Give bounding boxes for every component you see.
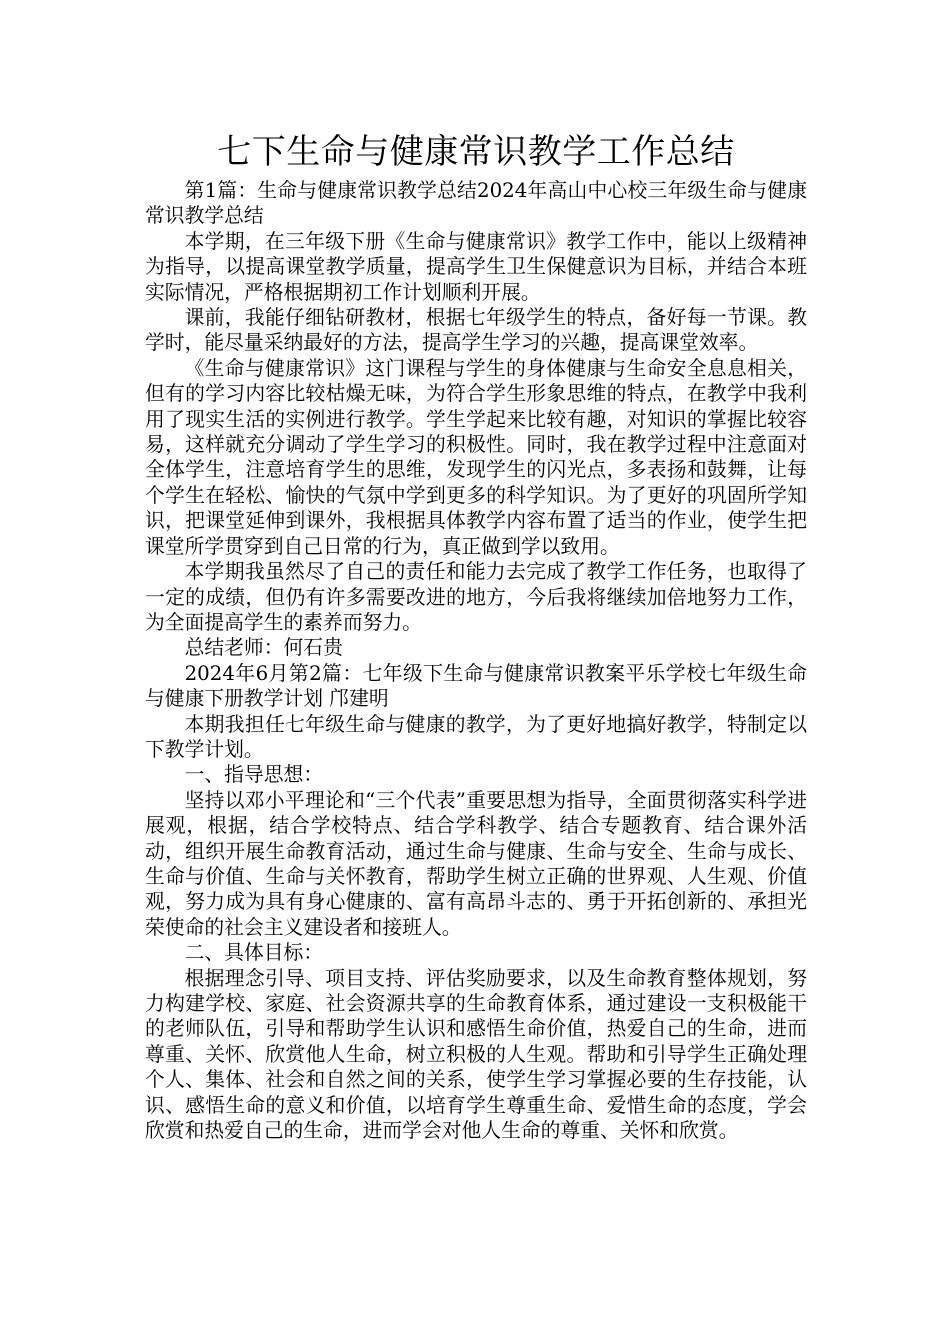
paragraph-intro: 本学期，在三年级下册《生命与健康常识》教学工作中，能以上级精神为指导，以提高课堂教学质量，提高学生卫生保健意识为目标，并结合本班实际情况，严格根据期初工作计划顺利开展。 — [145, 229, 807, 304]
paragraph-plan-intro: 本期我担任七年级生命与健康的教学，为了更好地搞好教学，特制定以下教学计划。 — [145, 712, 807, 761]
paragraph-part1-heading: 第1篇：生命与健康常识教学总结2024年高山中心校三年级生命与健康常识教学总结 — [145, 179, 807, 228]
paragraph-specific-goals: 根据理念引导、项目支持、评估奖励要求，以及生命教育整体规划，努力构建学校、家庭、社会资源共享的生命教育体系，通过建设一支积极能干的老师队伍，引导和帮助学生认识和感悟生命价值，热爱自己的生命，进而尊重、关怀、欣赏他人生命，树立积极的人生观。帮助和引导学生正确处理个人、集体、社会和自然之间的关系，使学生学习掌握必要的生存技能，认识、感悟生命的意义和价值，以培育学生尊重生命、爱惜生命的态度，学会欣赏和热爱自己的生命，进而学会对他人生命的尊重、关怀和欣赏。 — [145, 966, 807, 1143]
paragraph-preparation: 课前，我能仔细钻研教材，根据七年级学生的特点，备好每一节课。教学时，能尽量采纳最好的方法，提高学生学习的兴趣，提高课堂效率。 — [145, 306, 807, 355]
paragraph-author: 总结老师：何石贵 — [184, 636, 343, 660]
paragraph-reflection: 本学期我虽然尽了自己的责任和能力去完成了教学工作任务，也取得了一定的成绩，但仍有许多需要改进的地方，今后我将继续加倍地努力工作，为全面提高学生的素养而努力。 — [145, 560, 807, 634]
document-page — [145, 128, 807, 1143]
paragraph-guiding-thought: 坚持以邓小平理论和“三个代表”重要思想为指导，全面贯彻落实科学进展观，根据，结合学校特点、结合学科教学、结合专题教育、结合课外活动，组织开展生命教育活动，通过生命与健康、生命与安全、生命与成长、生命与价值、生命与关怀教育，帮助学生树立正确的世界观、人生观、价值观，努力成为具有身心健康的、富有高昂斗志的、勇于开拓创新的、承担光荣使命的社会主义建设者和接班人。 — [145, 788, 807, 939]
section-heading-guiding-thought: 一、指导思想： — [184, 763, 324, 787]
section-heading-specific-goals: 二、具体目标： — [184, 941, 324, 965]
document-title: 七下生命与健康常识教学工作总结 — [217, 132, 735, 172]
paragraph-part2-heading: 2024年6月第2篇：七年级下生命与健康常识教案平乐学校七年级生命与健康下册教学计划 邝建明 — [145, 661, 807, 711]
paragraph-course-description: 《生命与健康常识》这门课程与学生的身体健康与生命安全息息相关，但有的学习内容比较枯燥无味，为符合学生形象思维的特点，在教学中我利用了现实生活的实例进行教学。学生学起来比较有趣，对知识的掌握比较容易，这样就充分调动了学生学习的积极性。同时，我在教学过程中注意面对全体学生，注意培育学生的思维，发现学生的闪光点，多表扬和鼓舞，让每个学生在轻松、愉快的气氛中学到更多的科学知识。为了更好的巩固所学知识，把课堂延伸到课外，我根据具体教学内容布置了适当的作业，使学生把课堂所学贯穿到自己日常的行为，真正做到学以致用。 — [145, 356, 807, 558]
